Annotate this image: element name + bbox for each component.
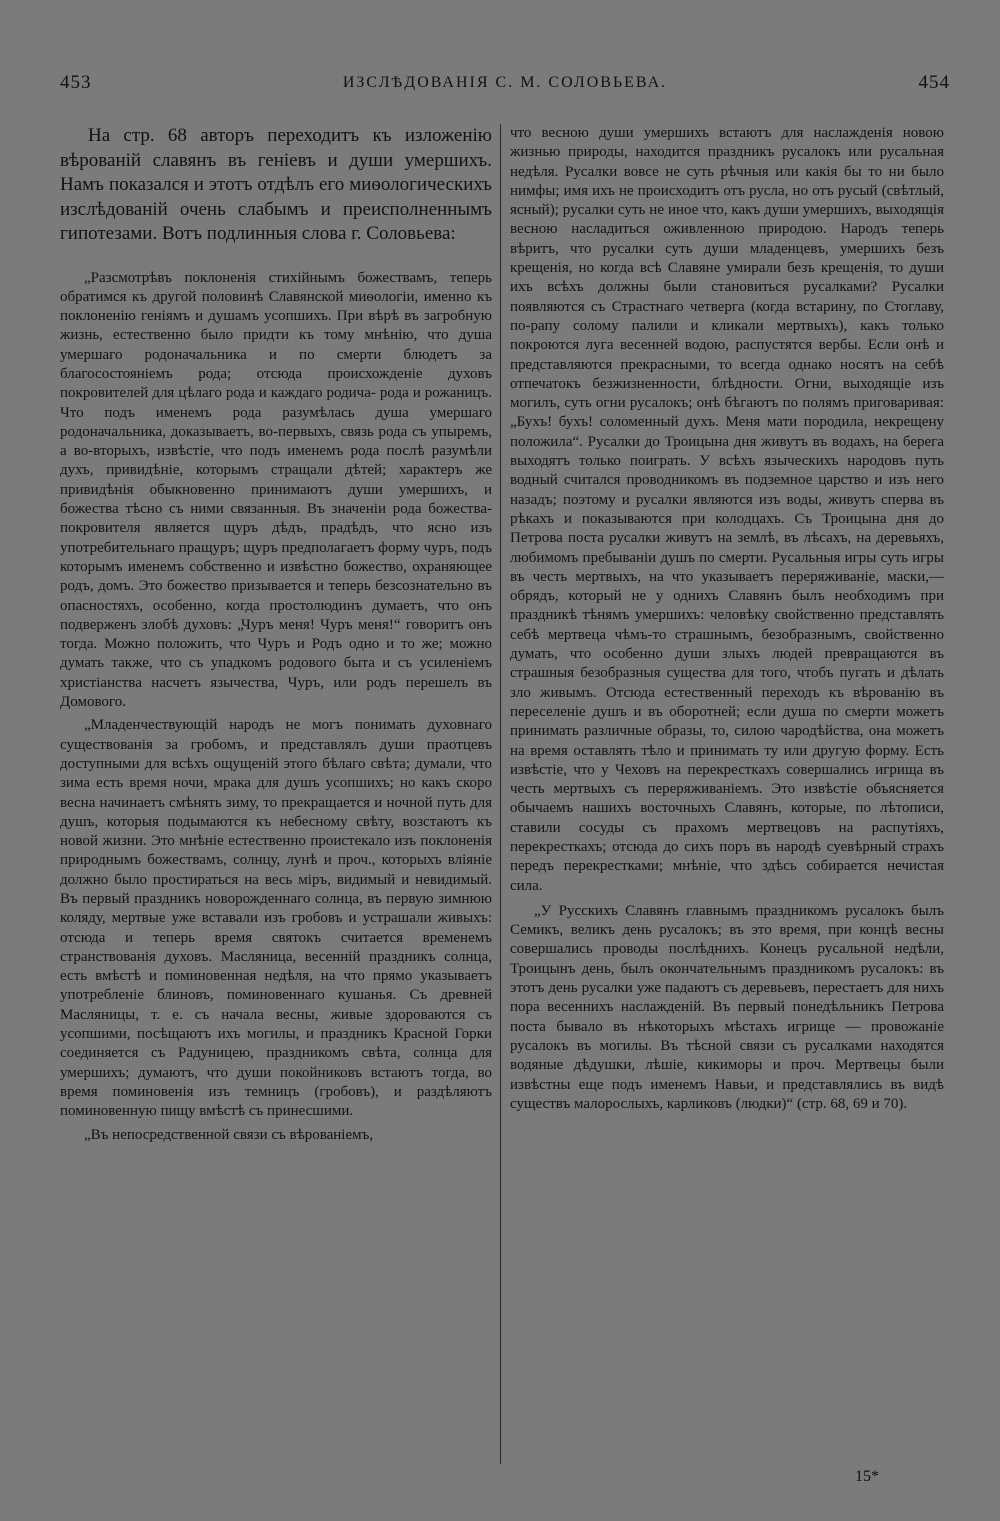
- right-column: [510, 124, 944, 1118]
- quote-paragraph: „Младенчествующій народъ не могъ понимать духовнаго существованія за гробомъ, и представлялъ души праотцевъ доступными для всѣхъ ощущеній этого бѣлаго свѣта; думали, что зима есть время ночи, мрака для душъ усопшихъ; но какъ скоро весна начинаетъ смѣнять зиму, то прекращается и ночной путь для душъ, которыя подымаются къ небесному свѣту, возстаютъ къ новой жизни. Это мнѣніе естественно проистекало изъ поклоненія природнымъ божествамъ, солнцу, лунѣ и проч., которыхъ вліяніе должно было простираться на весь міръ, видимый и невидимый. Въ первый праздникъ новорожденнаго солнца, въ первую зимнюю коляду, мертвые уже вставали изъ гробовъ и устрашали живыхъ: отсюда и теперь время святокъ считается временемъ странствованія духовъ. Масляница, весенній праздникъ солнца, есть вмѣстѣ и поминовенная недѣля, на что прямо указываетъ употребленіе блиновъ, поминовеннаго кушанья. Съ древней Масляницы, т. е. съ начала весны, живые здороваются съ усопшими, посѣщаютъ ихъ могилы, и праздникъ Красной Горки соединяется съ Радуницею, праздникомъ свѣта, солнца для умершихъ; думаютъ, что души покойниковъ встаютъ тогда, во время поминовенія изъ темницъ (гробовъ), и раздѣляютъ поминовенную пищу вмѣстѣ съ принесшими.: [60, 717, 492, 1120]
- running-title: ИЗСЛѢДОВАНІЯ С. М. СОЛОВЬЕВА.: [342, 74, 668, 91]
- page-number-left: 453: [60, 72, 92, 93]
- quote-paragraph: „Въ непосредственной связи съ вѣрованіемъ,: [84, 1126, 374, 1143]
- page-number-right: 454: [918, 72, 950, 93]
- left-column: [60, 124, 492, 1149]
- quote-paragraph: „У Русскихъ Славянъ главнымъ праздникомъ русалокъ былъ Семикъ, великъ день русалокъ; въ это время, при концѣ весны совершались проводы послѣднихъ. Конецъ русальной недѣли, Троицынъ день, былъ окончательнымъ праздникомъ русалокъ: въ этотъ день русалки уже падаютъ съ деревьевъ, перестаетъ для нихъ пора весеннихъ наслажденій. Въ первый понедѣльникъ Петрова поста бывало въ нѣкоторыхъ мѣстахъ игрище — провожаніе русалокъ въ могилы. Въ тѣсной связи съ русалками находятся водяные дѣдушки, лѣшіе, кикиморы и проч. Мертвецы были извѣстны еще подъ именемъ Навьи, и представлялись въ видѣ существъ малорослыхъ, карликовъ (людки)“ (стр. 68, 69 и 70).: [510, 902, 944, 1112]
- page-header: [60, 72, 950, 104]
- column-divider: [500, 124, 501, 1464]
- quote-paragraph: что весною души умершихъ встаютъ для наслажденія новою жизнью природы, находится праздникъ русалокъ или русальная недѣля. Русалки вовсе не суть рѣчныя или какія бы то ни было нимфы; имя ихъ не происходитъ отъ русла, но отъ русый (свѣтлый, ясный); русалки суть не иное что, какъ души умершихъ, выходящія весною насладиться оживленною природою. Народъ теперь вѣритъ, что русалки суть души младенцевъ, умершихъ безъ крещенія, но когда всѣ Славяне умирали безъ крещенія, то души ихъ всѣхъ должны были становиться русалками? Русалки появляются съ Страстнаго четверга (когда встарину, по Стоглаву, по-рапу солому палили и кликали мертвыхъ), какъ только покроются луга весенней водою, распустятся вербы. Если онѣ и представляются прекрасными, то всегда однако носятъ на себѣ отпечатокъ безжизненности, блѣдности. Огни, выходящіе изъ могилъ, суть огни русалокъ; онѣ бѣгаютъ по полямъ приговаривая: „Бухъ! бухъ! соломенный духъ. Меня мати породила, некрещену положила“. Русалки до Троицына дня живутъ въ водахъ, на берега выходятъ только поиграть. У всѣхъ языческихъ народовъ путь водный считался проводникомъ въ подземное царство и изъ него назадъ; поэтому и русалки являются изъ воды, живутъ сперва въ рѣкахъ и показываются при колодцахъ. Съ Троицына дня до Петрова поста русалки живутъ на землѣ, въ лѣсахъ, на деревьяхъ, любимомъ пребываніи душъ по смерти. Русальныя игры суть игры въ честь мертвыхъ, на что указываетъ переряживаніе, маски,—обрядъ, который не у однихъ Славянъ былъ необходимъ при праздникѣ тѣнямъ умершихъ: человѣку свойственно представлять себѣ мертвеца чѣмъ-то страшнымъ, безобразнымъ, свойственно думать, что особенно души злыхъ людей превращаются въ страшныя безобразныя существа для того, чтобъ пугать и дѣлать зло живымъ. Отсюда естественный переходъ къ вѣрованію въ переселеніе душъ и въ оборотней; если душа по смерти можетъ принимать различные образы, то, силою чародѣйства, она можетъ на время оставлять тѣло и принимать ту или другую форму. Есть извѣстіе, что у Чеховъ на перекресткахъ совершались игрища въ честь мертвыхъ съ переряживаніемъ. Это извѣстіе объясняется обычаемъ нашихъ восточныхъ Славянъ, которые, по лѣтописи, ставили сосуды съ прахомъ мертвецовъ на распутіяхъ, перекресткахъ; отсюда до сихъ поръ въ народѣ суевѣрный страхъ передъ перекрестками; мнѣніе, что здѣсь собирается нечистая сила.: [510, 125, 944, 894]
- printer-signature: 15*: [855, 1468, 879, 1485]
- quote-paragraph: „Разсмотрѣвъ поклоненія стихійнымъ божествамъ, теперь обратимся къ другой половинѣ Славянской миѳологіи, именно къ поклоненію геніямъ и душамъ усопшихъ. При вѣрѣ въ загробную жизнь, естественно было придти къ тому мнѣнію, что душа умершаго родоначальника и по смерти блюдетъ за благосостояніемъ рода; отсюда происхожденіе духовъ покровителей для цѣлаго рода и каждаго родича- рода и рожаницъ. Что подъ именемъ рода разумѣлась душа умершаго родоначальника, доказываетъ, во-первыхъ, связь рода съ упыремъ, а во-вторыхъ, извѣстіе, что подъ именемъ рода послѣ разумѣли духъ, привидѣніе, которымъ стращали дѣтей; характеръ же привидѣнія обыкновенно принимаютъ души умершихъ, и божества тѣсно съ ними связанныя. Въ значеніи рода божества-покровителя является щуръ дѣдъ, прадѣдъ, что ясно изъ употребительнаго пращуръ; щуръ предполагаетъ форму чуръ, подъ которымъ именемъ собственно и извѣстно божество, охраняющее родъ, домъ. Это божество призывается и теперь безсознательно въ опасностяхъ, особенно, когда простолюдинъ думаетъ, что онъ подверженъ злобѣ духовъ: „Чуръ меня! Чуръ меня!“ говоритъ онъ тогда. Можно положить, что Чуръ и Родъ одно и то же; можно думать также, что съ упадкомъ родового быта и съ усиленіемъ христіанства насчетъ язычества, Чуръ, или родъ перешелъ въ Домового.: [60, 269, 492, 711]
- intro-paragraph: На стр. 68 авторъ переходитъ къ изложенію вѣрованій славянъ въ геніевъ и души умершихъ. Намъ показался и этотъ отдѣлъ его миѳологическихъ изслѣдованій очень слабымъ и преисполненнымъ гипотезами. Вотъ подлинныя слова г. Соловьева:: [60, 125, 492, 244]
